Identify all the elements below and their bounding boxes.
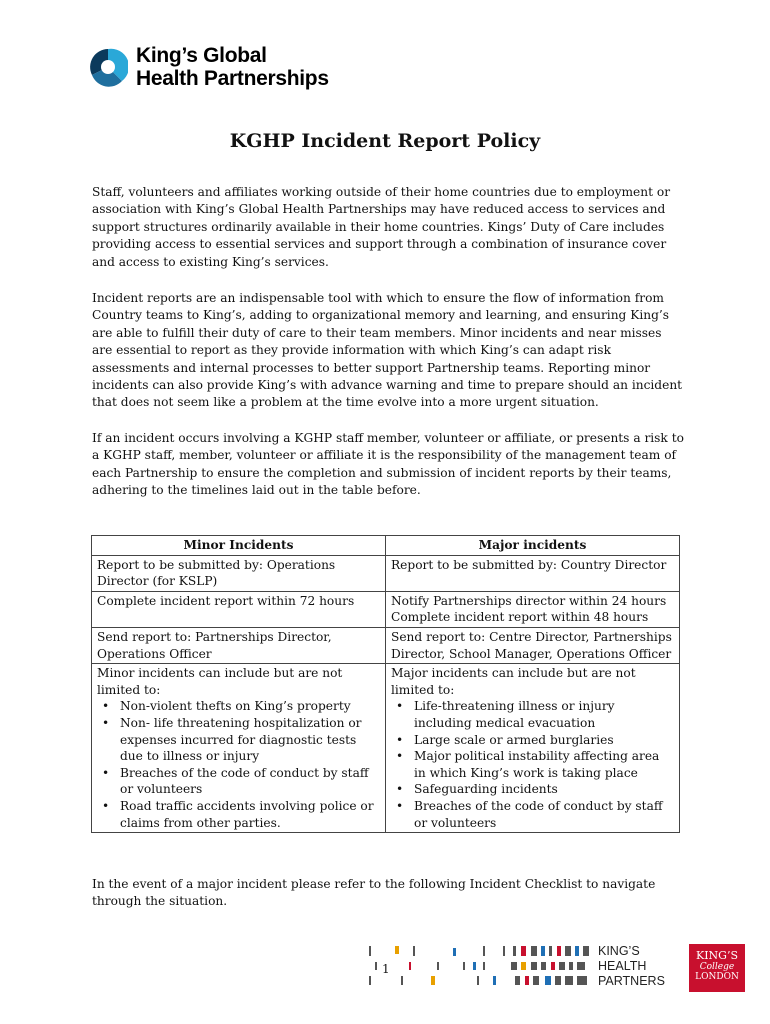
minor-examples-list: [97, 698, 380, 831]
table-row: [92, 555, 680, 591]
page-title: KGHP Incident Report Policy: [229, 130, 541, 152]
minor-timeline-text: Complete incident report within 72 hours: [97, 593, 355, 608]
major-include-intro: Major incidents can include but are not limited to:: [391, 666, 636, 697]
list-item: • Large scale or armed burglaries: [391, 732, 674, 749]
major-examples: [386, 664, 680, 833]
table-header-row: [92, 536, 680, 556]
incident-table: [91, 535, 680, 833]
intro-paragraph: Staff, volunteers and affiliates working outside of their home countries due to employment or association with King’s Global Health Partnerships may have reduced access to services and support structures ordinarily available in their home countries. Kings’ Duty of Care includes providing access to essential services and support through a combination of insurance cover and access to existing King’s services.: [92, 185, 671, 269]
major-send-to: Send report to: Centre Director, Partnerships Director, School Manager, Operations Officer: [386, 627, 680, 663]
minor-submitted-by: Report to be submitted by: Operations Director (for KSLP): [92, 555, 386, 591]
list-item: • Non-violent thefts on King’s property: [97, 698, 380, 715]
kghp-logo-icon: [88, 47, 128, 87]
list-item: • Major political instability affecting area in which King’s work is taking place: [391, 748, 674, 781]
minor-timeline: [92, 591, 386, 627]
list-item: • Road traffic accidents involving police or claims from other parties.: [97, 798, 380, 831]
major-submitted-by: Report to be submitted by: Country Director: [386, 555, 680, 591]
checklist-paragraph: In the event of a major incident please refer to the following Incident Checklist to navigate through the situation.: [92, 877, 656, 909]
minor-incidents-header: Minor Incidents: [92, 536, 386, 556]
kcl-line3: LONDON: [695, 972, 739, 982]
table-row: [92, 591, 680, 627]
list-item: • Breaches of the code of conduct by staff or volunteers: [391, 798, 674, 831]
page-number: 1: [382, 962, 390, 976]
table-row: [92, 664, 680, 833]
khp-line3: PARTNERS: [598, 974, 665, 988]
list-item: • Safeguarding incidents: [391, 781, 674, 798]
list-item: • Breaches of the code of conduct by staff or volunteers: [97, 765, 380, 798]
minor-send-to: Send report to: Partnerships Director, Operations Officer: [92, 627, 386, 663]
khp-line2: HEALTH: [598, 959, 647, 973]
major-timeline: [386, 591, 680, 627]
khp-logo-text: [598, 944, 665, 989]
kcl-line2: College: [699, 962, 735, 972]
table-row: [92, 627, 680, 663]
logo-line2: Health Partnerships: [136, 67, 329, 90]
major-timeline-notify: Notify Partnerships director within 24 hours: [391, 593, 667, 608]
kghp-logo-text: [136, 44, 329, 90]
kcl-logo: [689, 944, 745, 992]
kcl-line1: KING’S: [695, 949, 738, 962]
minor-include-intro: Minor incidents can include but are not limited to:: [97, 666, 343, 697]
major-timeline-complete: Complete incident report within 48 hours: [391, 610, 649, 625]
list-item: • Life-threatening illness or injury including medical evacuation: [391, 698, 674, 731]
minor-examples: [92, 664, 386, 833]
list-item: • Non- life threatening hospitalization or expenses incurred for diagnostic tests due to illness or injury: [97, 715, 380, 765]
major-incidents-header: Major incidents: [386, 536, 680, 556]
responsibility-paragraph: If an incident occurs involving a KGHP staff member, volunteer or affiliate, or presents a risk to a KGHP staff, member, volunteer or affiliate it is the responsibility of the management team of each Partnership to ensure the completion and submission of incident reports by their teams, adhering to the timelines laid out in the table before.: [92, 431, 684, 498]
major-examples-list: [391, 698, 674, 831]
logo-line1: King’s Global: [136, 44, 267, 67]
kghp-logo: [88, 44, 329, 90]
khp-line1: KING’S: [598, 944, 640, 958]
incident-reports-paragraph: Incident reports are an indispensable tool with which to ensure the flow of information from Country teams to King’s, adding to organizational memory and learning, and ensuring King’s are able to fulfill their duty of care to their team members. Minor incidents and near misses are essential to report as they provide information with which King’s can adapt risk assessments and internal processes to better support Partnership teams. Reporting minor incidents can also provide King’s with advance warning and time to prepare should an incident that does not seem like a problem at the time evolve into a more urgent situation.: [92, 291, 683, 410]
